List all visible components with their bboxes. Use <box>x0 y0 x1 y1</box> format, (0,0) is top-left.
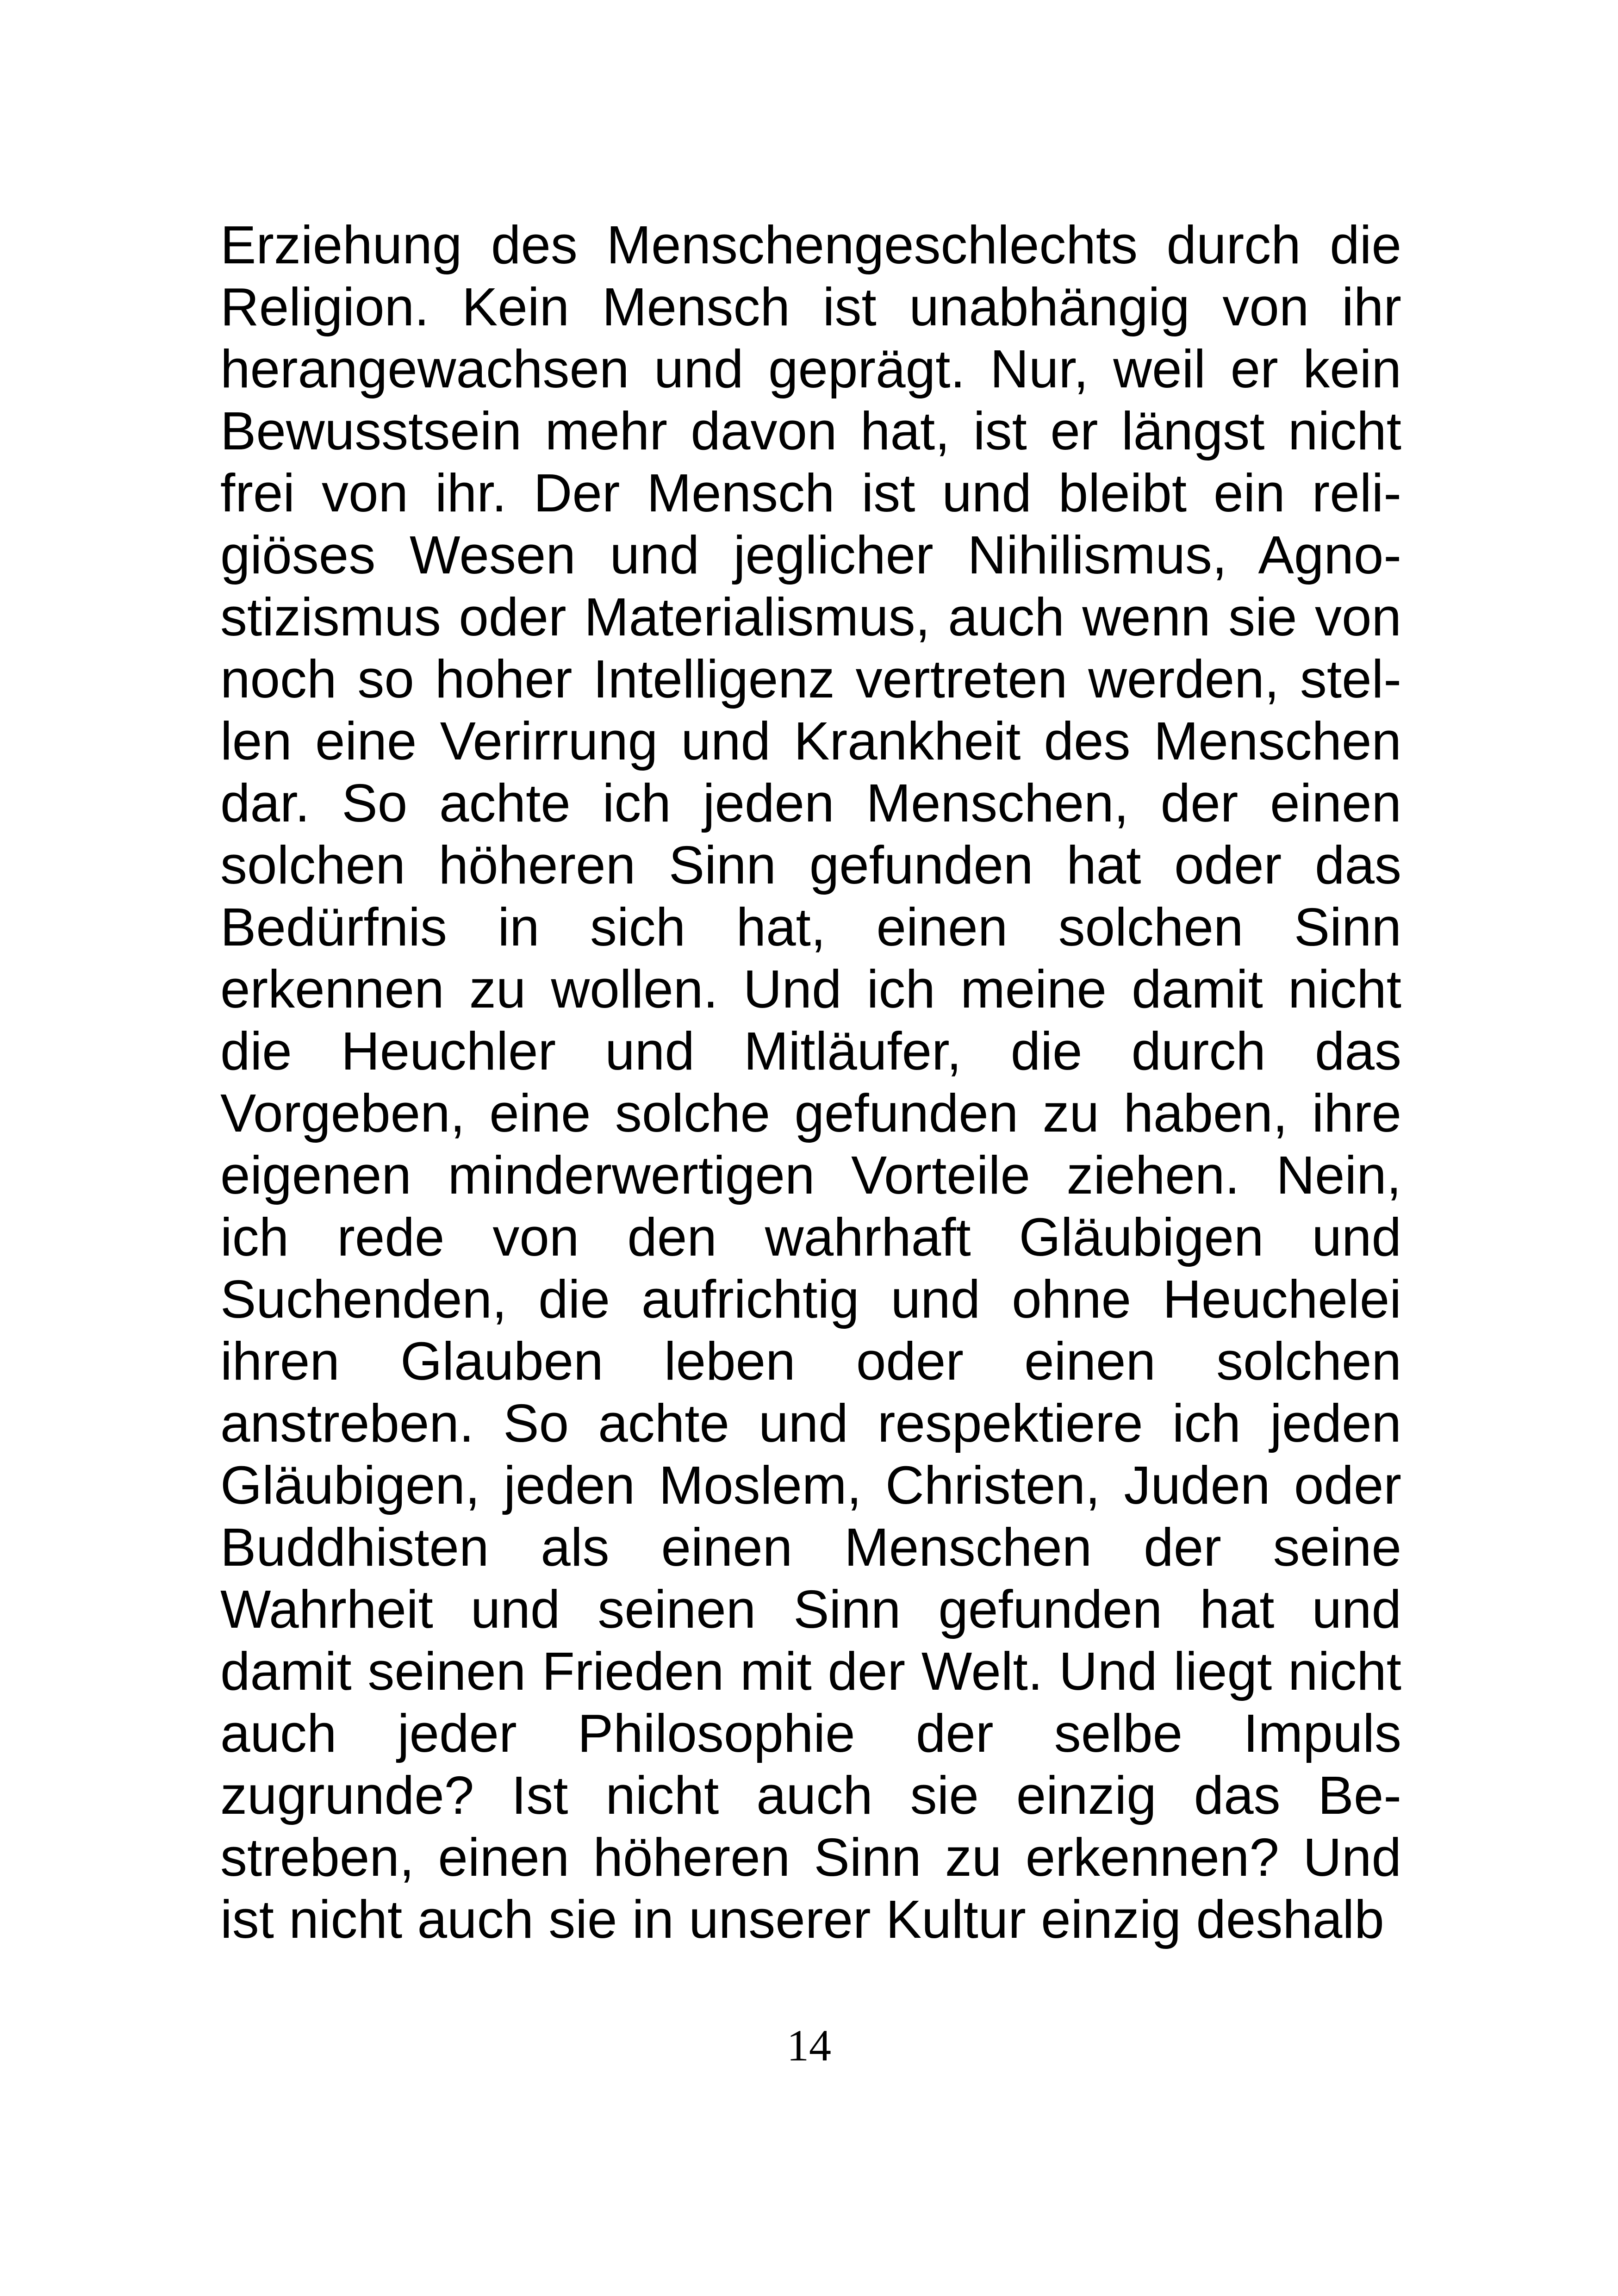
text-line: solchen höheren Sinn gefunden hat oder das <box>220 835 1401 895</box>
text-line: Bewusstsein mehr davon hat, ist er längst nicht <box>220 401 1401 461</box>
text-line: Buddhisten als einen Menschen der seine <box>220 1517 1401 1577</box>
text-line: ihren Glauben leben oder einen solchen <box>220 1331 1401 1391</box>
body-text <box>220 214 1401 1950</box>
text-line: Bedürfnis in sich hat, einen solchen Sinn <box>220 897 1401 957</box>
text-line: frei von ihr. Der Mensch ist und bleibt ein reli- <box>220 463 1401 523</box>
text-line: streben, einen höheren Sinn zu erkennen? Und <box>220 1827 1401 1887</box>
text-line: Religion. Kein Mensch ist unabhängig von ihr <box>220 277 1401 337</box>
text-line: stizismus oder Materialismus, auch wenn sie von <box>220 587 1401 647</box>
text-line: Erziehung des Menschengeschlechts durch die <box>220 215 1401 275</box>
text-line: herangewachsen und geprägt. Nur, weil er kein <box>220 339 1401 399</box>
text-line: giöses Wesen und jeglicher Nihilismus, Agno- <box>220 525 1401 585</box>
text-line: ist nicht auch sie in unserer Kultur einzig deshalb <box>220 1889 1384 1949</box>
text-line: dar. So achte ich jeden Menschen, der einen <box>220 773 1401 833</box>
text-line: zugrunde? Ist nicht auch sie einzig das Be- <box>220 1765 1401 1825</box>
page-number: 14 <box>787 2021 831 2070</box>
text-line: damit seinen Frieden mit der Welt. Und liegt nicht <box>220 1641 1401 1701</box>
text-line: Suchenden, die aufrichtig und ohne Heuchelei <box>220 1269 1401 1329</box>
text-line: ich rede von den wahrhaft Gläubigen und <box>220 1207 1401 1267</box>
text-line: anstreben. So achte und respektiere ich jeden <box>220 1393 1401 1453</box>
text-line: die Heuchler und Mitläufer, die durch das <box>220 1021 1401 1081</box>
text-line: eigenen minderwertigen Vorteile ziehen. Nein, <box>220 1145 1401 1205</box>
text-line: len eine Verirrung und Krankheit des Menschen <box>220 711 1401 771</box>
text-line: Gläubigen, jeden Moslem, Christen, Juden oder <box>220 1455 1401 1515</box>
text-line: erkennen zu wollen. Und ich meine damit nicht <box>220 959 1401 1019</box>
text-line: Vorgeben, eine solche gefunden zu haben, ihre <box>220 1083 1401 1143</box>
text-line: Wahrheit und seinen Sinn gefunden hat und <box>220 1579 1401 1639</box>
text-line: noch so hoher Intelligenz vertreten werden, stel- <box>220 649 1401 709</box>
text-line: auch jeder Philosophie der selbe Impuls <box>220 1703 1401 1763</box>
